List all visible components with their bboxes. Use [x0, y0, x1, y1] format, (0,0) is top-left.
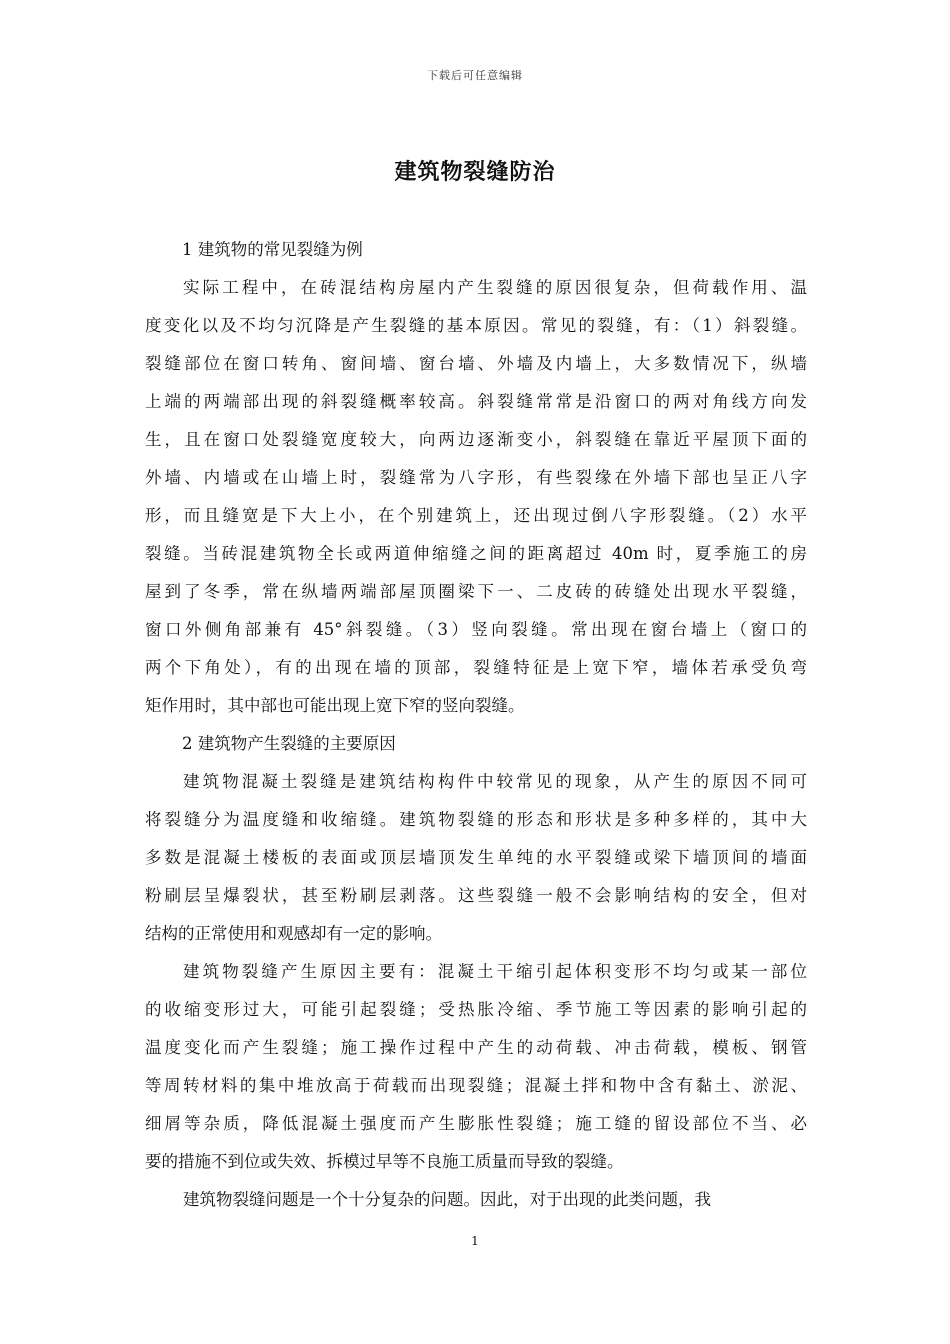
text-line: 生，且在窗口处裂缝宽度较大，向两边逐渐变小，斜裂缝在靠近平屋顶下面的 [145, 430, 807, 449]
text-line: 窗口外侧角部兼有 45°斜裂缝。（3）竖向裂缝。常出现在窗台墙上（窗口的 [145, 620, 807, 639]
paragraph [145, 958, 807, 1175]
text-line: 结构的正常使用和观感却有一定的影响。 [145, 924, 442, 943]
text-line: 建筑物裂缝问题是一个十分复杂的问题。因此，对于出现的此类问题，我 [183, 1190, 711, 1209]
text-line: 要的措施不到位或失效、拆模过早等不良施工质量而导致的裂缝。 [145, 1152, 624, 1171]
text-line: 建筑物裂缝产生原因主要有：混凝土干缩引起体积变形不均匀或某一部位 [183, 962, 807, 981]
document-title: 建筑物裂缝防治 [394, 159, 556, 185]
text-line: 屋到了冬季，常在纵墙两端部屋顶圈梁下一、二皮砖的砖缝处出现水平裂缝， [145, 582, 807, 601]
page-number: 1 [471, 1234, 479, 1248]
text-line: 实际工程中，在砖混结构房屋内产生裂缝的原因很复杂，但荷载作用、温 [183, 278, 807, 297]
text-line: 两个下角处），有的出现在墙的顶部，裂缝特征是上宽下窄，墙体若承受负弯 [145, 658, 807, 677]
text-line: 形，而且缝宽是下大上小，在个别建筑上，还出现过倒八字形裂缝。（2）水平 [145, 506, 807, 525]
text-line: 多数是混凝土楼板的表面或顶层墙顶发生单纯的水平裂缝或梁下墙顶间的墙面 [145, 848, 807, 867]
text-line: 的收缩变形过大，可能引起裂缝；受热胀冷缩、季节施工等因素的影响引起的 [145, 1000, 807, 1019]
section-heading: 1 建筑物的常见裂缝为例 [182, 240, 363, 259]
text-line: 度变化以及不均匀沉降是产生裂缝的基本原因。常见的裂缝，有：（1）斜裂缝。 [145, 316, 807, 335]
text-line: 将裂缝分为温度缝和收缩缝。建筑物裂缝的形态和形状是多种多样的，其中大 [145, 810, 807, 829]
text-line: 外墙、内墙或在山墙上时，裂缝常为八字形，有些裂缘在外墙下部也呈正八字 [145, 468, 807, 487]
text-line: 裂缝。当砖混建筑物全长或两道伸缩缝之间的距离超过 40m 时，夏季施工的房 [145, 544, 807, 563]
text-line: 矩作用时，其中部也可能出现上宽下窄的竖向裂缝。 [145, 696, 525, 715]
document-body [145, 236, 807, 1224]
text-line: 粉刷层呈爆裂状，甚至粉刷层剥落。这些裂缝一般不会影响结构的安全，但对 [145, 886, 807, 905]
text-line: 上端的两端部出现的斜裂缝概率较高。斜裂缝常常是沿窗口的两对角线方向发 [145, 392, 807, 411]
text-line: 等周转材料的集中堆放高于荷载而出现裂缝；混凝土拌和物中含有黏土、淤泥、 [145, 1076, 807, 1095]
text-line: 细屑等杂质，降低混凝土强度而产生膨胀性裂缝；施工缝的留设部位不当、必 [145, 1114, 807, 1133]
text-line: 建筑物混凝土裂缝是建筑结构构件中较常见的现象，从产生的原因不同可 [183, 772, 807, 791]
text-line: 裂缝部位在窗口转角、窗间墙、窗台墙、外墙及内墙上，大多数情况下，纵墙 [145, 354, 807, 373]
text-line: 温度变化而产生裂缝；施工操作过程中产生的动荷载、冲击荷载，模板、钢管 [145, 1038, 807, 1057]
paragraph [145, 768, 807, 947]
paragraph [145, 274, 807, 719]
page-header: 下载后可任意编辑 [427, 69, 523, 82]
section-heading: 2 建筑物产生裂缝的主要原因 [182, 734, 396, 753]
paragraph [145, 1186, 807, 1213]
